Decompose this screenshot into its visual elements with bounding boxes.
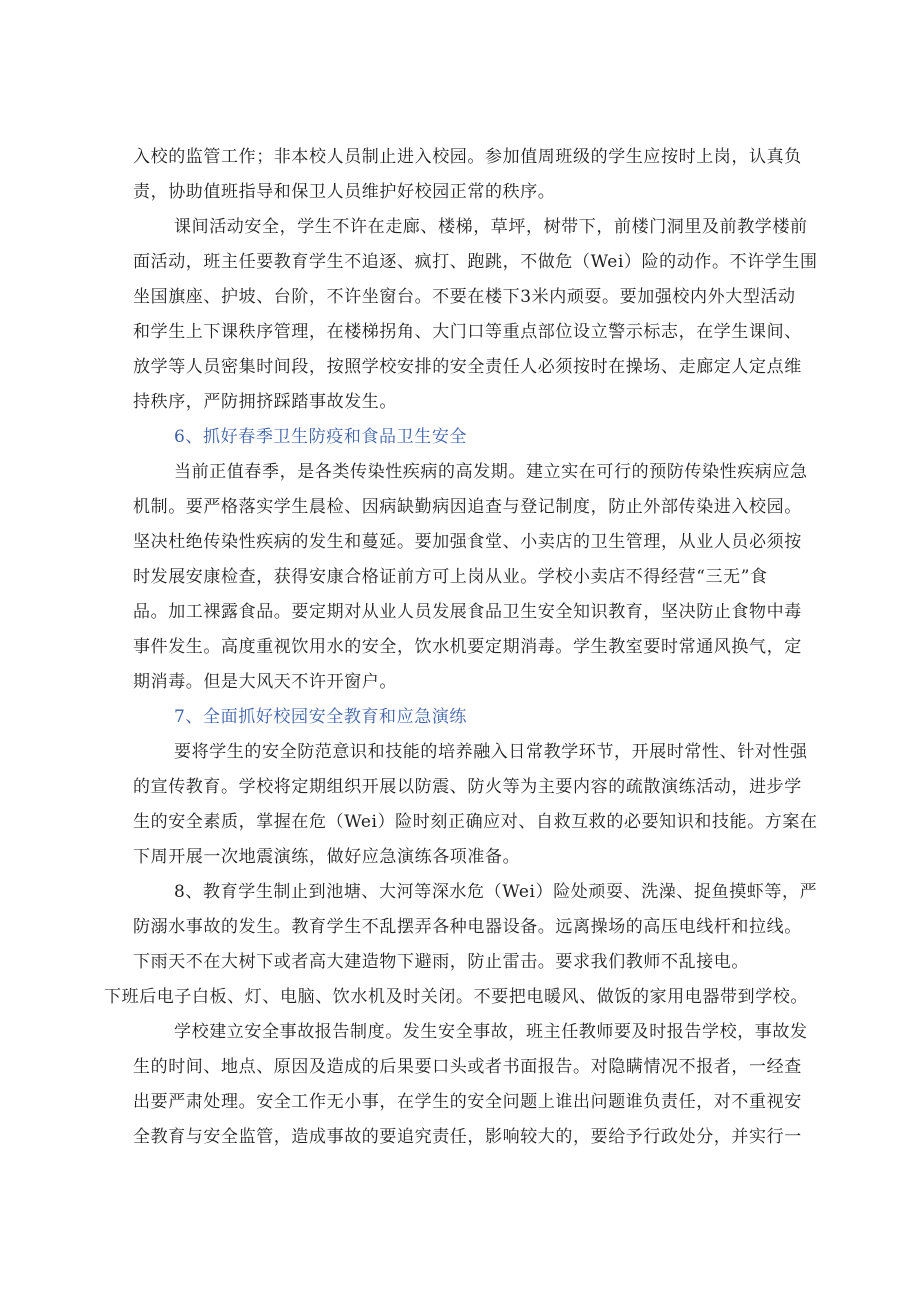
paragraph-line: 期消毒。但是大风天不许开窗户。 — [133, 672, 397, 692]
paragraph-line: 品。加工裸露食品。要定期对从业人员发展食品卫生安全知识教育，坚决防止食物中毒 — [133, 602, 802, 622]
paragraph-line: 事件发生。高度重视饮用水的安全，饮水机要定期消毒。学生教室要时常通风换气，定 — [133, 637, 802, 657]
paragraph-line: 坐国旗座、护坡、台阶，不许坐窗台。不要在楼下3米内顽耍。要加强校内外大型活动 — [133, 287, 796, 307]
paragraph-line: 生的安全素质，掌握在危（Wei）险时刻正确应对、自救互救的必要知识和技能。方案在 — [133, 812, 818, 832]
section-heading: 6、抓好春季卫生防疫和食品卫生安全 — [174, 427, 468, 447]
paragraph-line: 责，协助值班指导和保卫人员维护好校园正常的秩序。 — [133, 182, 556, 202]
paragraph-line: 生的时间、地点、原因及造成的后果要口头或者书面报告。对隐瞒情况不报者，一经查 — [133, 1057, 802, 1077]
paragraph-line: 出要严肃处理。安全工作无小事，在学生的安全问题上谁出问题谁负责任，对不重视安 — [133, 1092, 802, 1112]
paragraph-line: 放学等人员密集时间段，按照学校安排的安全责任人必须按时在操场、走廊定人定点维 — [133, 357, 802, 377]
paragraph-line: 防溺水事故的发生。教育学生不乱摆弄各种电器设备。远离操场的高压电线杆和拉线。 — [133, 917, 802, 937]
paragraph-line: 学校建立安全事故报告制度。发生安全事故，班主任教师要及时报告学校，事故发 — [174, 1022, 808, 1042]
paragraph-line: 面活动，班主任要教育学生不追逐、疯打、跑跳，不做危（Wei）险的动作。不许学生围 — [133, 252, 818, 272]
paragraph-line: 时发展安康检查，获得安康合格证前方可上岗从业。学校小卖店不得经营“三无”食 — [133, 567, 768, 587]
paragraph-line: 下班后电子白板、灯、电脑、饮水机及时关闭。不要把电暖风、做饭的家用电器带到学校。 — [104, 987, 808, 1007]
paragraph-line: 当前正值春季，是各类传染性疾病的高发期。建立实在可行的预防传染性疾病应急 — [174, 462, 808, 482]
paragraph-line: 下雨天不在大树下或者高大建造物下避雨，防止雷击。要求我们教师不乱接电。 — [133, 952, 749, 972]
paragraph-line: 坚决杜绝传染性疾病的发生和蔓延。要加强食堂、小卖店的卫生管理，从业人员必须按 — [133, 532, 802, 552]
paragraph-line: 机制。要严格落实学生晨检、因病缺勤病因追查与登记制度，防止外部传染进入校园。 — [133, 497, 802, 517]
paragraph-line: 的宣传教育。学校将定期组织开展以防震、防火等为主要内容的疏散演练活动，进步学 — [133, 777, 802, 797]
paragraph-line: 下周开展一次地震演练，做好应急演练各项准备。 — [133, 847, 521, 867]
paragraph-line: 课间活动安全，学生不许在走廊、楼梯，草坪，树带下，前楼门洞里及前教学楼前 — [174, 217, 808, 237]
paragraph-line: 持秩序，严防拥挤踩踏事故发生。 — [133, 392, 397, 412]
paragraph-line: 全教育与安全监管，造成事故的要追究责任，影响较大的，要给予行政处分，并实行一 — [133, 1127, 802, 1147]
section-heading: 7、全面抓好校园安全教育和应急演练 — [174, 707, 468, 727]
paragraph-line: 8、教育学生制止到池塘、大河等深水危（Wei）险处顽耍、洗澡、捉鱼摸虾等，严 — [174, 882, 818, 902]
paragraph-line: 入校的监管工作；非本校人员制止进入校园。参加值周班级的学生应按时上岗，认真负 — [133, 147, 802, 167]
paragraph-line: 和学生上下课秩序管理，在楼梯拐角、大门口等重点部位设立警示标志，在学生课间、 — [133, 322, 802, 342]
paragraph-line: 要将学生的安全防范意识和技能的培养融入日常教学环节，开展时常性、针对性强 — [174, 742, 808, 762]
